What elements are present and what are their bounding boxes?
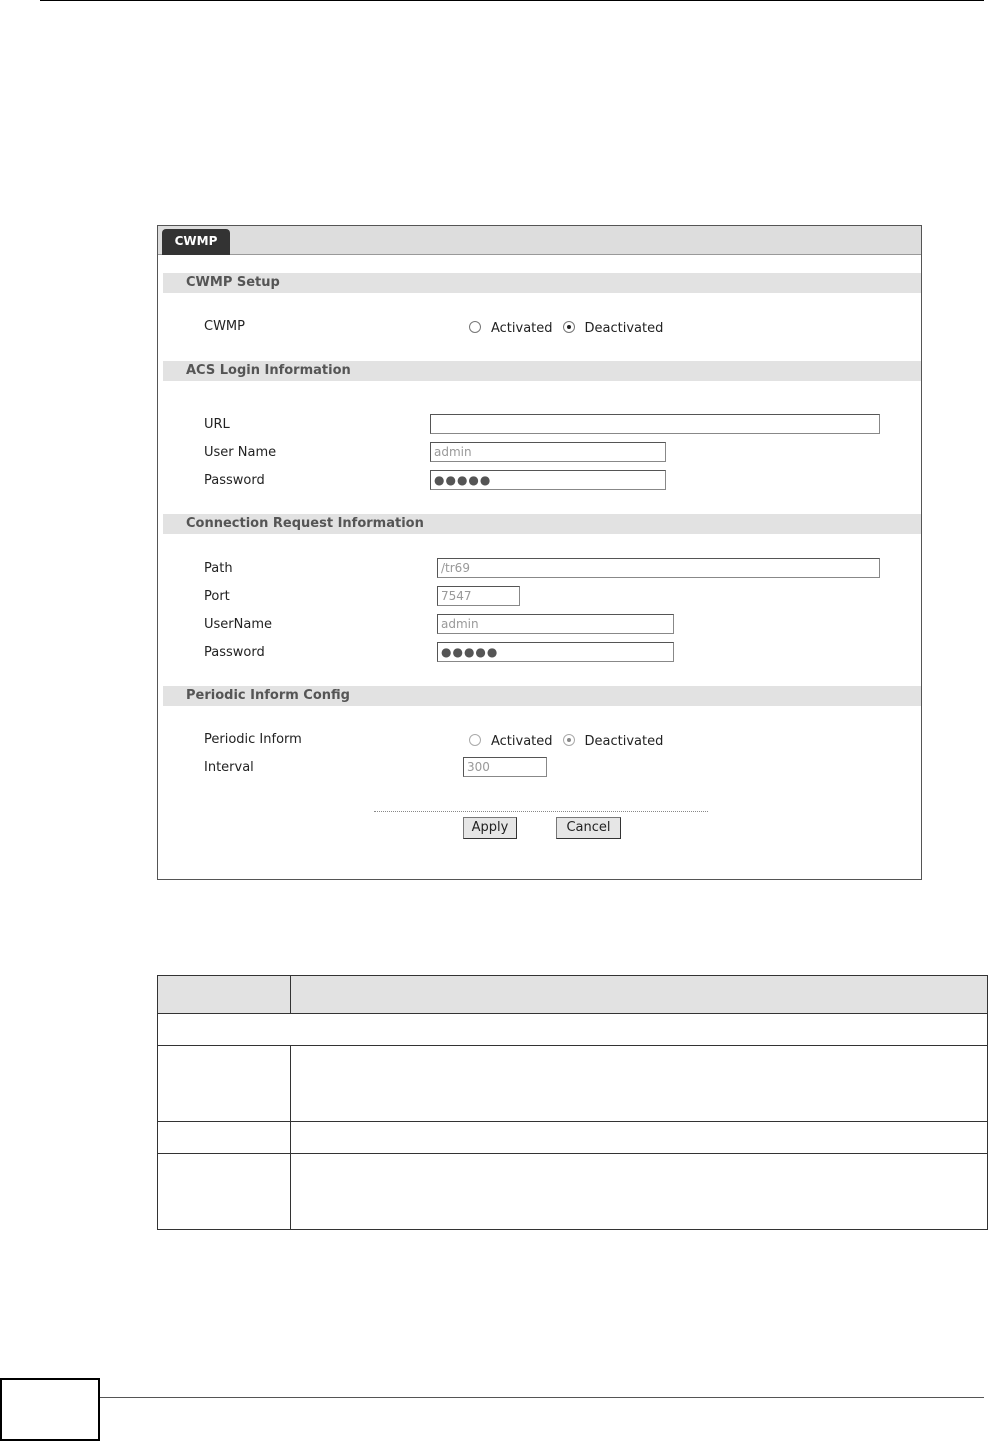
description-table (157, 975, 988, 1230)
acs-url-label: URL (204, 417, 230, 432)
section-periodic-inform-title: Periodic Inform Config (163, 686, 921, 706)
page-number-box (0, 1378, 100, 1441)
interval-label: Interval (204, 760, 254, 775)
page-footer-rule (100, 1397, 984, 1398)
periodic-activated-label: Activated (491, 734, 553, 749)
cancel-button[interactable]: Cancel (556, 817, 621, 839)
tab-bar (158, 226, 921, 255)
cwmp-deactivated-radio[interactable] (563, 321, 575, 333)
interval-input[interactable]: 300 (463, 757, 547, 777)
table-header-row (158, 976, 988, 1014)
table-cell (158, 1014, 988, 1046)
acs-password-input[interactable]: ●●●●● (430, 470, 666, 490)
conn-password-label: Password (204, 645, 265, 660)
table-cell (158, 1122, 291, 1154)
section-acs-login-title: ACS Login Information (163, 361, 921, 381)
periodic-inform-radio-group (469, 734, 663, 750)
apply-button[interactable]: Apply (463, 817, 517, 839)
periodic-deactivated-radio[interactable] (563, 734, 575, 746)
acs-password-label: Password (204, 473, 265, 488)
periodic-deactivated-label: Deactivated (584, 734, 664, 749)
conn-port-input[interactable]: 7547 (437, 586, 520, 606)
table-row (158, 1014, 988, 1046)
cwmp-radio-group (469, 321, 663, 337)
table-cell (291, 1122, 988, 1154)
conn-path-input[interactable]: /tr69 (437, 558, 880, 578)
cwmp-deactivated-label: Deactivated (584, 321, 664, 336)
cwmp-label: CWMP (204, 319, 245, 334)
acs-username-label: User Name (204, 445, 277, 460)
table-row (158, 1122, 988, 1154)
periodic-inform-label: Periodic Inform (204, 732, 302, 747)
section-cwmp-setup-title: CWMP Setup (163, 273, 921, 293)
conn-port-label: Port (204, 589, 230, 604)
cwmp-activated-label: Activated (491, 321, 553, 336)
conn-password-input[interactable]: ●●●●● (437, 642, 674, 662)
table-cell (291, 1154, 988, 1230)
table-row (158, 1154, 988, 1230)
section-connection-request-title: Connection Request Information (163, 514, 921, 534)
button-divider (374, 811, 708, 812)
periodic-activated-radio[interactable] (469, 734, 481, 746)
table-header-cell (158, 976, 291, 1014)
table-header-cell (291, 976, 988, 1014)
table-row (158, 1046, 988, 1122)
cwmp-screen (157, 225, 922, 880)
table-cell (291, 1046, 988, 1122)
tab-cwmp[interactable]: CWMP (162, 229, 230, 255)
conn-username-input[interactable]: admin (437, 614, 674, 634)
page-header-rule (40, 0, 984, 1)
cwmp-activated-radio[interactable] (469, 321, 481, 333)
conn-username-label: UserName (204, 617, 272, 632)
conn-path-label: Path (204, 561, 233, 576)
table-cell (158, 1154, 291, 1230)
acs-username-input[interactable]: admin (430, 442, 666, 462)
acs-url-input[interactable] (430, 414, 880, 434)
table-cell (158, 1046, 291, 1122)
